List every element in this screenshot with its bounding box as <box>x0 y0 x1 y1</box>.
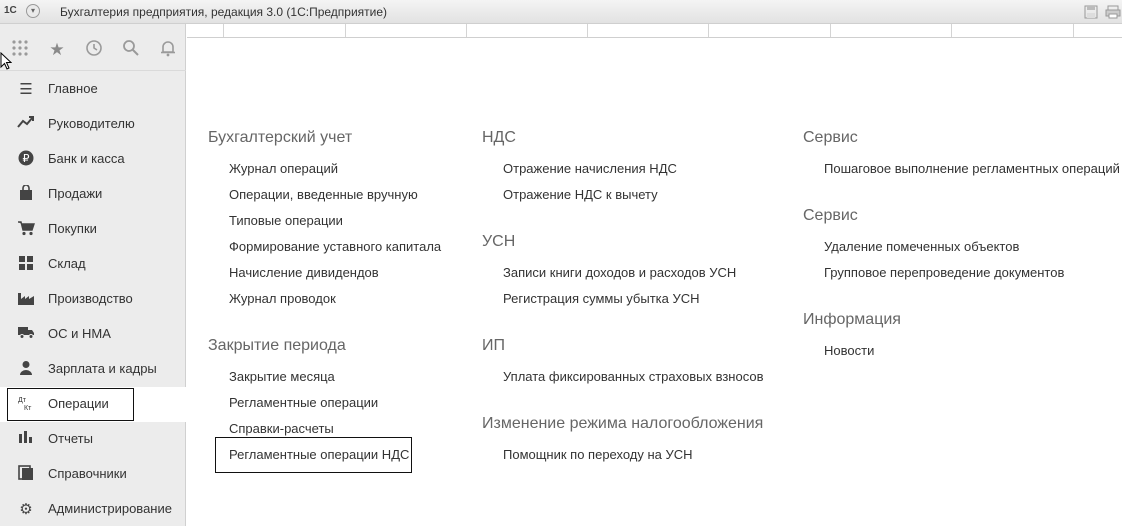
sidebar-item-administration[interactable] <box>0 492 186 527</box>
link-month-closing[interactable]: Закрытие месяца <box>229 369 335 384</box>
mouse-cursor-icon <box>0 52 12 70</box>
link-vat-regulatory-operations[interactable]: Регламентные операции НДС <box>229 447 410 462</box>
group-heading-tax-regime-change: Изменение режима налогообложения <box>482 415 764 432</box>
factory-icon <box>16 290 36 310</box>
link-regulatory-operations[interactable]: Регламентные операции <box>229 395 379 410</box>
link-charter-capital[interactable]: Формирование уставного капитала <box>229 239 442 254</box>
dt-kt-icon: Дт Кт <box>18 397 32 412</box>
bar-chart-icon <box>16 430 36 450</box>
sidebar-item-label: Отчеты <box>48 431 93 446</box>
sidebar-item-bank[interactable] <box>0 142 186 177</box>
link-usn-transition-assistant[interactable]: Помощник по переходу на УСН <box>503 447 693 462</box>
save-icon[interactable] <box>1084 5 1098 19</box>
group-heading-information: Информация <box>803 311 901 328</box>
sidebar-item-label: Банк и касса <box>48 151 125 166</box>
notifications-bell-icon[interactable] <box>157 39 179 61</box>
trend-up-icon <box>16 115 36 135</box>
sidebar-toolbar <box>0 24 186 71</box>
sidebar-item-manager[interactable] <box>0 107 186 142</box>
sidebar-item-label: Производство <box>48 291 133 306</box>
link-manual-operations[interactable]: Операции, введенные вручную <box>229 187 418 202</box>
window-title: Бухгалтерия предприятия, редакция 3.0 (1С:Предприятие) <box>60 5 388 19</box>
link-calculation-references[interactable]: Справки-расчеты <box>229 421 334 436</box>
sidebar-item-label: Справочники <box>48 466 127 481</box>
sidebar-item-reports[interactable] <box>0 422 186 457</box>
sidebar-item-salary[interactable] <box>0 352 186 387</box>
sidebar-item-warehouse[interactable] <box>0 247 186 282</box>
link-standard-operations[interactable]: Типовые операции <box>229 213 343 228</box>
person-icon <box>16 360 36 380</box>
favorites-star-icon[interactable]: ★ <box>49 40 65 59</box>
link-usn-income-book[interactable]: Записи книги доходов и расходов УСН <box>503 265 737 280</box>
link-vat-deduction[interactable]: Отражение НДС к вычету <box>503 187 658 202</box>
sidebar-item-label: Покупки <box>48 221 97 236</box>
sidebar-item-label: Операции <box>48 396 109 411</box>
main-menu-button[interactable]: ▾ <box>26 4 40 18</box>
cart-icon <box>16 220 36 240</box>
search-icon[interactable] <box>120 39 142 61</box>
print-icon[interactable] <box>1105 5 1119 19</box>
gear-icon: ⚙ <box>19 501 33 518</box>
group-heading-vat: НДС <box>482 129 516 146</box>
sidebar-item-operations[interactable] <box>0 387 186 422</box>
truck-icon <box>16 325 36 345</box>
history-icon[interactable] <box>83 39 105 61</box>
sidebar-item-label: Главное <box>48 81 98 96</box>
link-stepwise-regulatory-operations[interactable]: Пошаговое выполнение регламентных операций <box>824 161 1120 176</box>
svg-text:₽: ₽ <box>22 152 30 165</box>
sidebar-item-label: Руководителю <box>48 116 135 131</box>
group-heading-service: Сервис <box>803 129 858 146</box>
title-bar <box>0 0 1122 24</box>
group-heading-ip: ИП <box>482 337 505 354</box>
sections-panel <box>0 24 186 526</box>
warehouse-icon <box>16 255 36 275</box>
sidebar-item-main[interactable] <box>0 72 186 107</box>
sidebar-item-directories[interactable] <box>0 457 186 492</box>
link-delete-marked-objects[interactable]: Удаление помеченных объектов <box>824 239 1020 254</box>
group-heading-usn: УСН <box>482 233 516 250</box>
link-dividends[interactable]: Начисление дивидендов <box>229 265 379 280</box>
ruble-coin-icon <box>16 150 36 170</box>
app-logo: 1С <box>4 5 17 16</box>
sidebar-item-label: Продажи <box>48 186 103 201</box>
link-insurance-contributions[interactable]: Уплата фиксированных страховых взносов <box>503 369 764 384</box>
all-functions-grid-icon[interactable] <box>9 39 31 61</box>
sidebar-item-label: Склад <box>48 256 86 271</box>
group-heading-service-2: Сервис <box>803 207 858 224</box>
sidebar-item-label: Администрирование <box>48 501 172 516</box>
link-news[interactable]: Новости <box>824 343 875 358</box>
open-windows-bar <box>187 24 1122 38</box>
highlight-frame <box>215 437 412 473</box>
books-icon <box>16 465 36 485</box>
menu-lines-icon: ☰ <box>19 81 33 98</box>
sidebar-item-label: ОС и НМА <box>48 326 111 341</box>
sidebar-item-fixed-assets[interactable] <box>0 317 186 352</box>
sidebar-item-production[interactable] <box>0 282 186 317</box>
link-operations-journal[interactable]: Журнал операций <box>229 161 338 176</box>
link-entries-journal[interactable]: Журнал проводок <box>229 291 336 306</box>
sidebar-item-label: Зарплата и кадры <box>48 361 157 376</box>
shopping-bag-icon <box>16 185 36 205</box>
link-group-reposting[interactable]: Групповое перепроведение документов <box>824 265 1065 280</box>
sidebar-item-sales[interactable] <box>0 177 186 212</box>
link-vat-accrual[interactable]: Отражение начисления НДС <box>503 161 677 176</box>
link-usn-loss-registration[interactable]: Регистрация суммы убытка УСН <box>503 291 700 306</box>
group-heading-accounting: Бухгалтерский учет <box>208 129 353 146</box>
group-heading-period-closing: Закрытие периода <box>208 337 346 354</box>
sidebar-item-purchases[interactable] <box>0 212 186 247</box>
